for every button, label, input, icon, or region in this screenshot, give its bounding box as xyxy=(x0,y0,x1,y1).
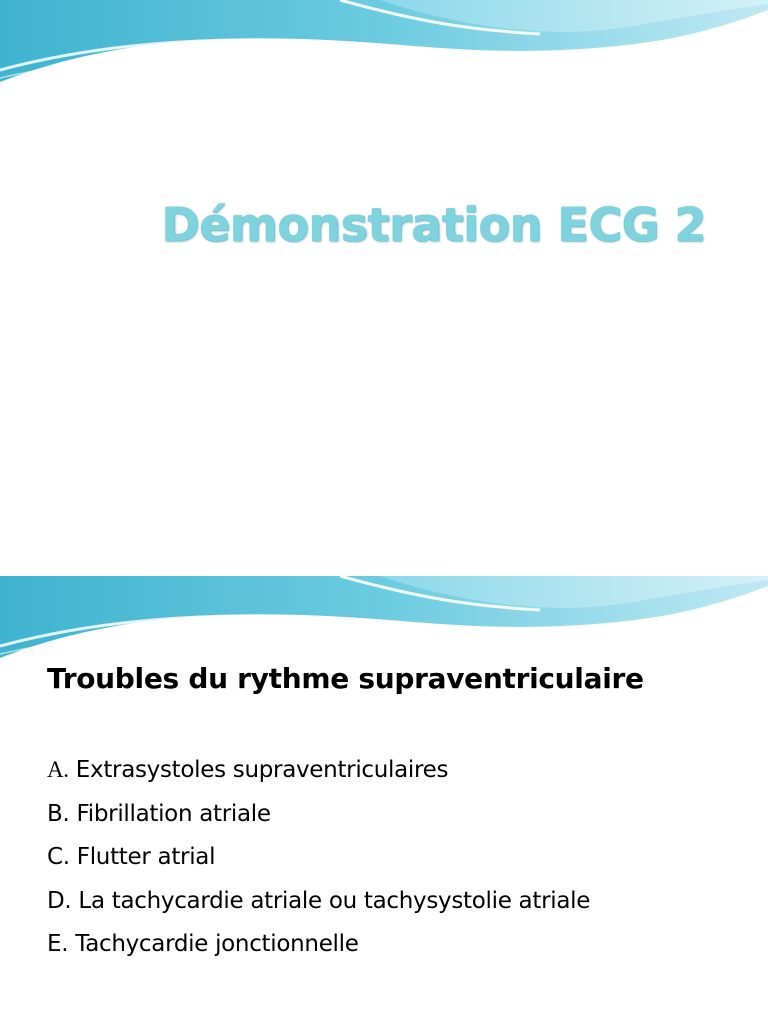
slide-gap xyxy=(0,512,768,576)
list-item xyxy=(47,793,590,837)
list-marker: D. xyxy=(47,887,72,914)
list-item-text: Fibrillation atriale xyxy=(69,800,271,827)
list-item-text: Extrasystoles supraventriculaires xyxy=(68,757,449,783)
list-marker: C. xyxy=(47,844,70,870)
list-marker: A. xyxy=(47,757,69,782)
list-marker: E. xyxy=(47,931,69,957)
slide-title-text: Démonstration ECG 2 xyxy=(161,198,706,252)
slide-heading: Troubles du rythme supraventriculaire xyxy=(47,662,644,695)
list-item-text: La tachycardie atriale ou tachysystolie atriale xyxy=(71,887,591,914)
list-item xyxy=(47,748,590,793)
list-marker: B. xyxy=(47,800,70,827)
list-item-text: Flutter atrial xyxy=(69,844,216,870)
list-item-text: Tachycardie jonctionnelle xyxy=(68,931,359,957)
wave-header-decoration xyxy=(0,0,768,90)
slide-content xyxy=(0,576,768,1024)
list-item xyxy=(47,880,590,924)
topic-list xyxy=(47,748,590,967)
list-item xyxy=(47,923,590,967)
wave-header-decoration xyxy=(0,576,768,666)
list-item xyxy=(47,836,590,880)
